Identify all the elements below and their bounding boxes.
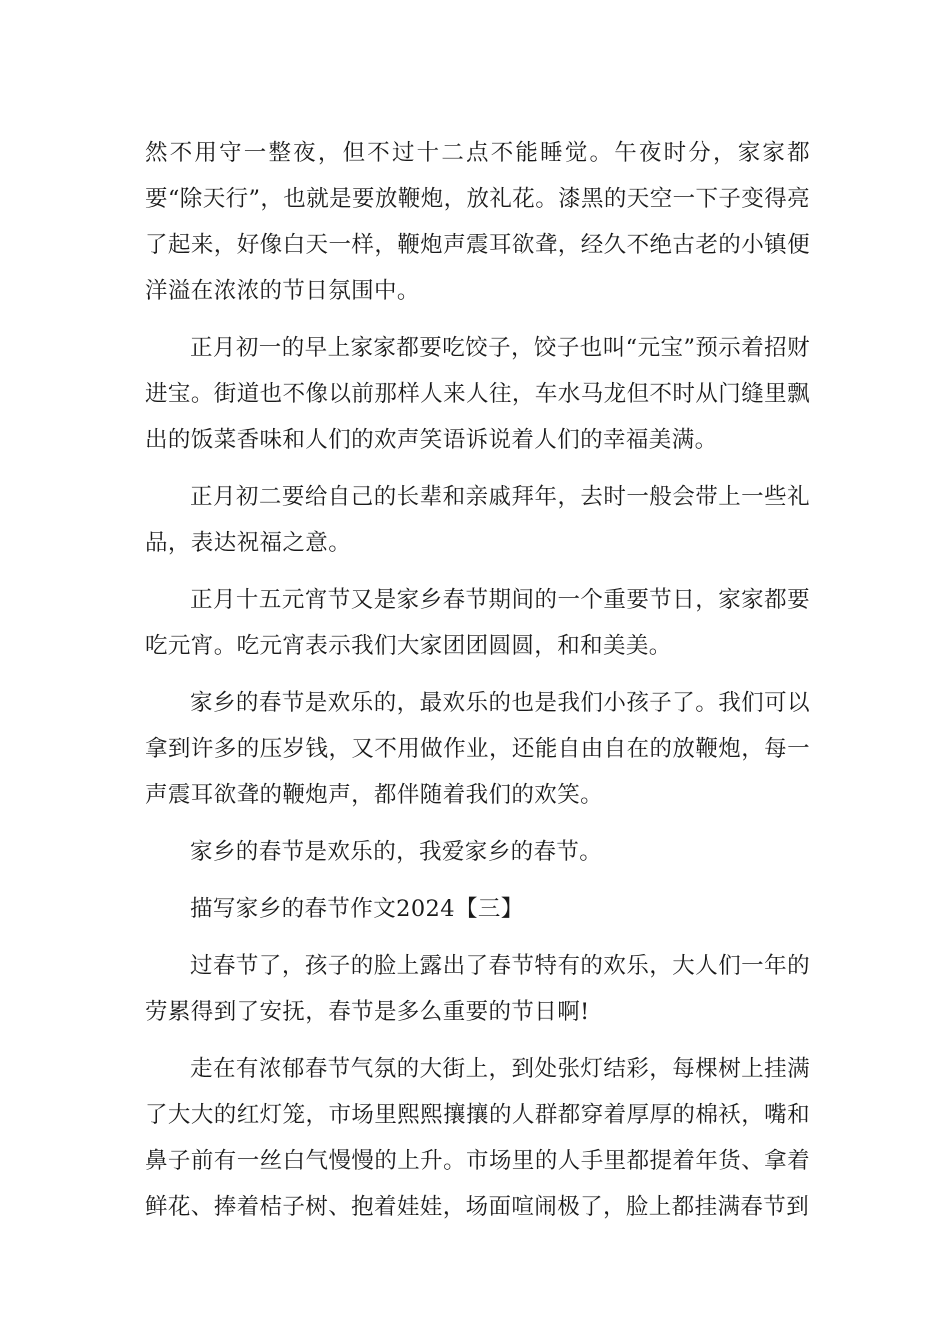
paragraph-lantern-festival: 正月十五元宵节又是家乡春节期间的一个重要节日，家家都要吃元宵。吃元宵表示我们大家团团圆圆，和和美美。: [145, 587, 810, 659]
paragraph-first-day: 正月初一的早上家家都要吃饺子，饺子也叫“元宝”预示着招财进宝。街道也不像以前那样人来人往，车水马龙但不时从门缝里飘出的饭菜香味和人们的欢声笑语诉说着人们的幸福美满。: [145, 335, 810, 453]
document-body: [145, 130, 810, 1241]
paragraph-street-scene: 走在有浓郁春节气氛的大街上，到处张灯结彩，每棵树上挂满了大大的红灯笼，市场里熙熙攘攘的人群都穿着厚厚的棉袄，嘴和鼻子前有一丝白气慢慢的上升。市场里的人手里都提着年货、拿着鲜花、捧着桔子树、抱着娃娃，场面喧闹极了，脸上都挂满春节到: [145, 1056, 810, 1220]
paragraph-spring-festival-intro: 过春节了，孩子的脸上露出了春节特有的欢乐，大人们一年的劳累得到了安抚，春节是多么重要的节日啊!: [145, 953, 810, 1025]
paragraph-new-year-eve: 然不用守一整夜，但不过十二点不能睡觉。午夜时分，家家都要“除天行”，也就是要放鞭炮，放礼花。漆黑的天空一下子变得亮了起来，好像白天一样，鞭炮声震耳欲聋，经久不绝古老的小镇便洋溢在浓浓的节日氛围中。: [145, 140, 811, 304]
paragraph-children-joy: 家乡的春节是欢乐的，最欢乐的也是我们小孩子了。我们可以拿到许多的压岁钱，又不用做作业，还能自由自在的放鞭炮，每一声震耳欲聋的鞭炮声，都伴随着我们的欢笑。: [145, 690, 810, 808]
paragraph-conclusion: 家乡的春节是欢乐的，我爱家乡的春节。: [190, 839, 603, 865]
section-heading: 描写家乡的春节作文2024【三】: [190, 896, 524, 922]
paragraph-second-day: 正月初二要给自己的长辈和亲戚拜年，去时一般会带上一些礼品，表达祝福之意。: [145, 484, 810, 556]
